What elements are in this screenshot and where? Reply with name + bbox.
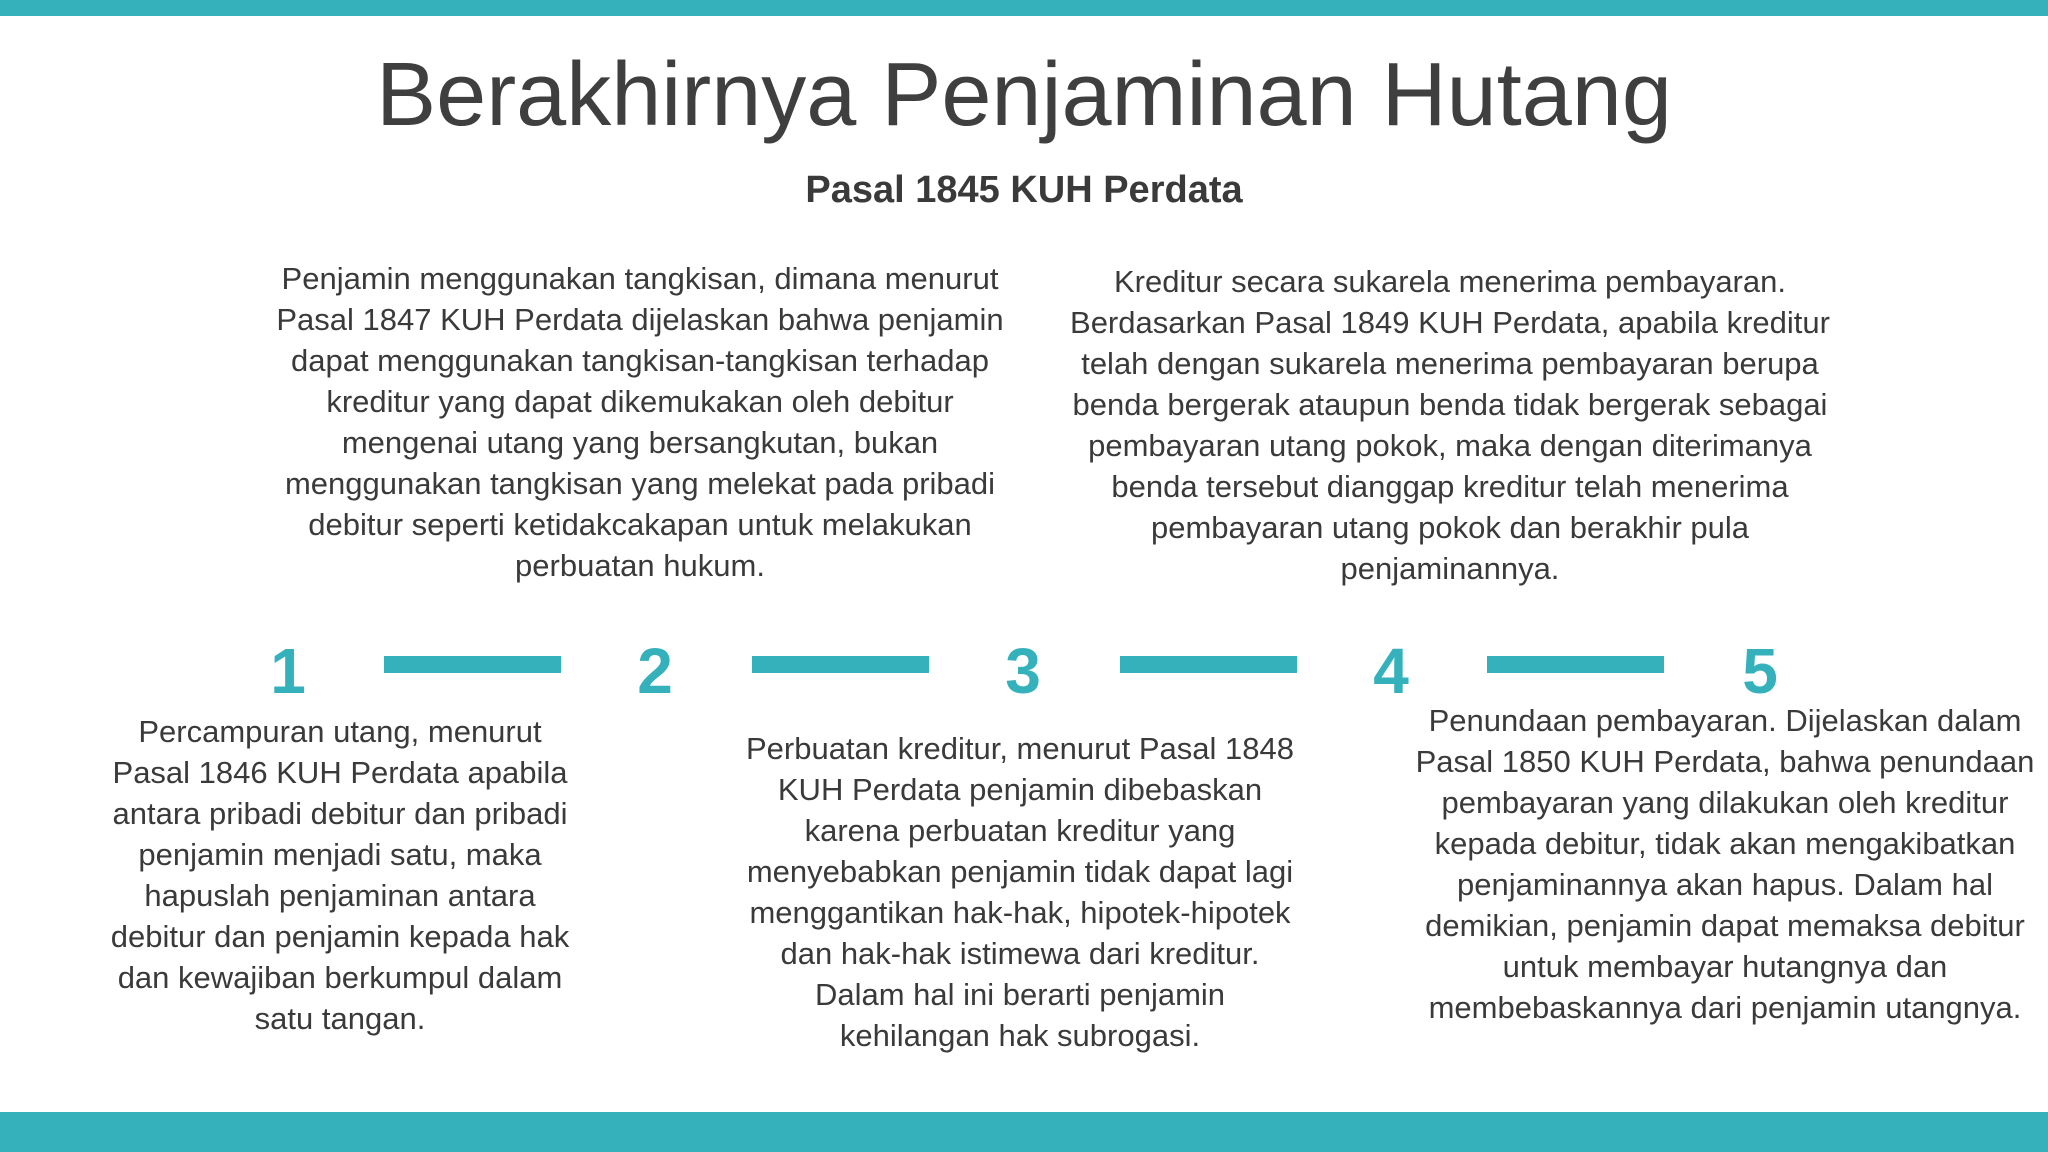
slide-subtitle: Pasal 1845 KUH Perdata	[805, 169, 1243, 211]
step-5-description: Penundaan pembayaran. Dijelaskan dalam Pasal 1850 KUH Perdata, bahwa penundaan pembayaran yang dilakukan oleh kreditur kepada debitur, tidak akan mengakibatkan penjaminannya akan hapus. Dalam hal demikian, penjamin dapat memaksa debitur untuk membayar hutangnya dan membebaskannya dari penjamin utangnya.	[1415, 703, 2035, 1025]
timeline-connector	[384, 656, 561, 673]
timeline-connector	[1120, 656, 1297, 673]
step-1-number: 1	[270, 635, 306, 707]
top-accent-bar	[0, 0, 2048, 16]
timeline-connector	[1487, 656, 1664, 673]
step-2-number: 2	[637, 635, 673, 707]
slide-title: Berakhirnya Penjaminan Hutang	[376, 45, 1672, 145]
step-1-description: Percampuran utang, menurut Pasal 1846 KUH Perdata apabila antara pribadi debitur dan pribadi penjamin menjadi satu, maka hapuslah penjaminan antara debitur dan penjamin kepada hak dan kewajiban berkumpul dalam satu tangan.	[110, 714, 570, 1036]
bottom-accent-bar	[0, 1112, 2048, 1152]
step-3-number: 3	[1005, 635, 1041, 707]
step-2-description: Penjamin menggunakan tangkisan, dimana menurut Pasal 1847 KUH Perdata dijelaskan bahwa penjamin dapat menggunakan tangkisan-tangkisan terhadap kreditur yang dapat dikemukakan oleh debitur mengenai utang yang bersangkutan, bukan menggunakan tangkisan yang melekat pada pribadi debitur seperti ketidakcakapan untuk melakukan perbuatan hukum.	[276, 261, 1004, 583]
step-4-number: 4	[1373, 635, 1409, 707]
step-3-description: Perbuatan kreditur, menurut Pasal 1848 KUH Perdata penjamin dibebaskan karena perbuatan kreditur yang menyebabkan penjamin tidak dapat lagi menggantikan hak-hak, hipotek-hipotek dan hak-hak istimewa dari kreditur. Dalam hal ini berarti penjamin kehilangan hak subrogasi.	[745, 731, 1294, 1053]
timeline-connector	[752, 656, 929, 673]
step-5-number: 5	[1742, 635, 1778, 707]
step-4-description: Kreditur secara sukarela menerima pembayaran. Berdasarkan Pasal 1849 KUH Perdata, apabila kreditur telah dengan sukarela menerima pembayaran berupa benda bergerak ataupun benda tidak bergerak sebagai pembayaran utang pokok, maka dengan diterimanya benda tersebut dianggap kreditur telah menerima pembayaran utang pokok dan berakhir pula penjaminannya.	[1070, 264, 1830, 586]
